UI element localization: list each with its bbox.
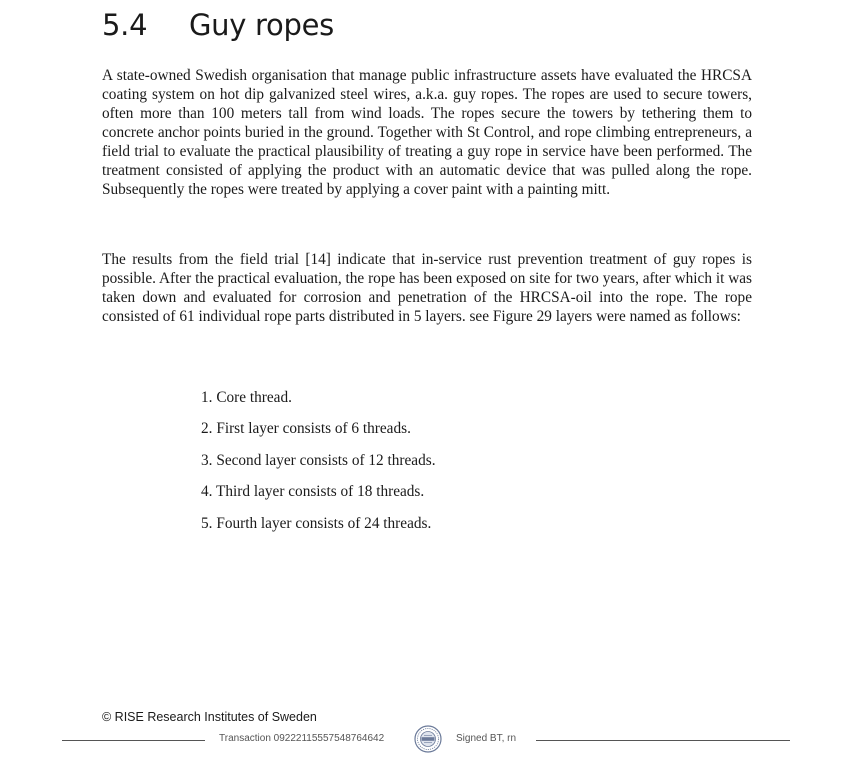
layer-list — [201, 388, 436, 545]
signed-by: Signed BT, rn — [456, 733, 517, 744]
list-item-text: Fourth layer consists of 24 threads. — [216, 514, 432, 532]
section-title: Guy ropes — [189, 8, 334, 42]
signature-seal-icon — [414, 725, 442, 753]
paragraph-results: The results from the field trial [14] indicate that in-service rust prevention treatment of guy ropes is possible. After the practical evaluation, the rope has been exposed on site for two years, after which it was taken down and evaluated for corrosion and penetration of the HRCSA-oil into the rope. The rope consisted of 61 individual rope parts distributed in 5 layers. see Figure 29 layers were named as follows: — [102, 251, 752, 325]
list-item-text: Third layer consists of 18 threads. — [216, 483, 425, 501]
list-item — [201, 419, 436, 438]
signature-divider-right — [536, 740, 790, 741]
list-item-marker: 4. — [201, 483, 213, 501]
list-item — [201, 514, 436, 533]
signature-divider-left — [62, 740, 205, 741]
transaction-id: Transaction 09222115557548764642 — [219, 733, 385, 744]
list-item-marker: 1. — [201, 389, 213, 406]
list-item-text: Core thread. — [216, 389, 292, 406]
paragraph-intro: A state-owned Swedish organisation that manage public infrastructure assets have evaluated the HRCSA coating system on hot dip galvanized steel wires, a.k.a. guy ropes. The ropes are used to secure towers, often more than 100 meters tall from wind loads. The ropes secure the towers by tethering them to concrete anchor points buried in the ground. Together with St Control, and rope climbing entrepreneurs, a field trial to evaluate the practical plausibility of treating a guy rope in service have been performed. The treatment consisted of applying the product with an automatic device that was pulled along the rope. Subsequently the ropes were treated by applying a cover paint with a painting mitt. — [102, 67, 752, 198]
list-item-text: Second layer consists of 12 threads. — [216, 451, 436, 469]
list-item-marker: 3. — [201, 451, 213, 469]
list-item — [201, 388, 436, 407]
copyright-notice: © RISE Research Institutes of Sweden — [102, 710, 317, 724]
list-item-text: First layer consists of 6 threads. — [216, 420, 411, 438]
section-heading — [102, 8, 334, 42]
section-number: 5.4 — [102, 8, 148, 42]
list-item — [201, 482, 436, 501]
list-item — [201, 451, 436, 470]
list-item-marker: 2. — [201, 420, 213, 438]
list-item-marker: 5. — [201, 514, 213, 532]
